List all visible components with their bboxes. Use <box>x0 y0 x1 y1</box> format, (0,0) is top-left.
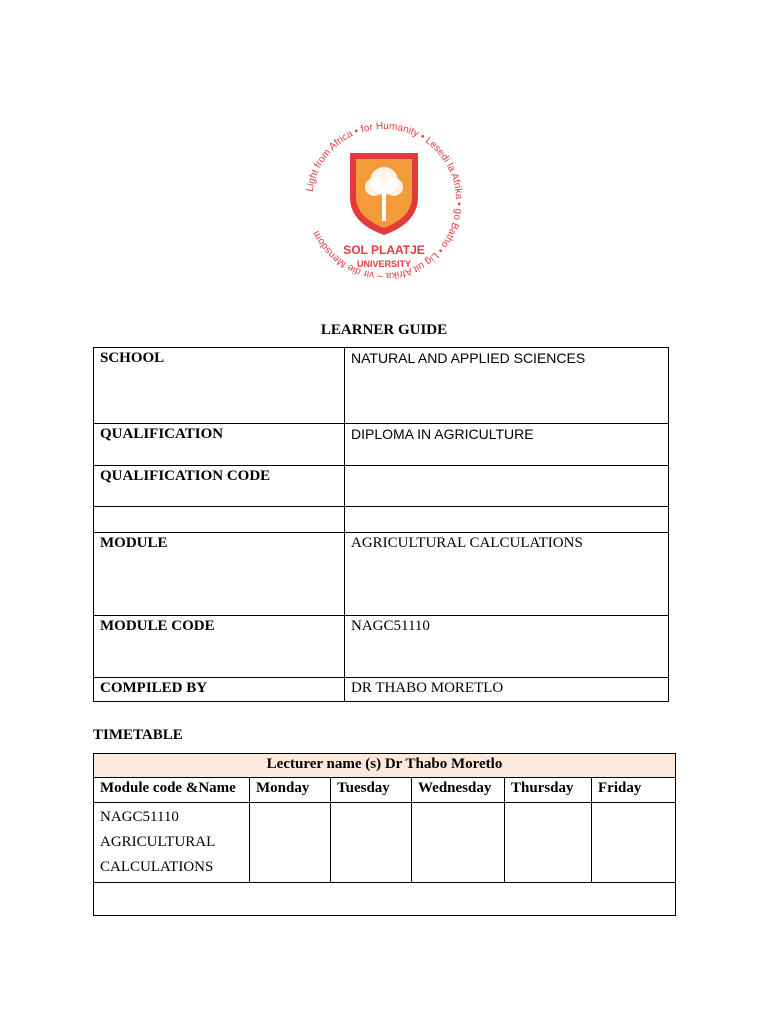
info-value <box>345 466 669 507</box>
info-label <box>94 507 345 533</box>
course-cell <box>94 803 250 883</box>
info-value: NATURAL AND APPLIED SCIENCES <box>345 348 669 424</box>
table-row <box>94 754 676 778</box>
timetable-cell <box>412 803 505 883</box>
table-row <box>94 424 669 466</box>
course-line: NAGC51110 <box>100 809 179 825</box>
info-value <box>345 507 669 533</box>
timetable-cell <box>250 803 331 883</box>
table-row <box>94 803 676 883</box>
info-label: MODULE <box>94 533 345 616</box>
logo-name-line2: UNIVERSITY <box>356 259 412 269</box>
column-header: Thursday <box>505 778 592 803</box>
info-value: NAGC51110 <box>345 616 669 678</box>
info-label: QUALIFICATION CODE <box>94 466 345 507</box>
info-value: AGRICULTURAL CALCULATIONS <box>345 533 669 616</box>
course-line: AGRICULTURAL <box>100 834 216 850</box>
course-line: CALCULATIONS <box>100 859 214 875</box>
logo-ring-text: Light from Africa • for Humanity • Lesedi la Afrika • go Batho • Lig uit Afrika ~ vir die Mensdom <box>304 120 465 282</box>
column-header: Tuesday <box>331 778 412 803</box>
info-table <box>93 347 669 702</box>
table-row <box>94 533 669 616</box>
timetable-table <box>93 753 676 916</box>
university-logo <box>288 111 480 291</box>
table-row <box>94 616 669 678</box>
info-label: SCHOOL <box>94 348 345 424</box>
logo-name-line1: SOL PLAATJE <box>343 243 425 257</box>
timetable-cell <box>94 883 676 916</box>
table-row <box>94 466 669 507</box>
table-row <box>94 678 669 702</box>
timetable-cell <box>331 803 412 883</box>
timetable-cell <box>505 803 592 883</box>
info-label: MODULE CODE <box>94 616 345 678</box>
table-row <box>94 778 676 803</box>
table-row <box>94 507 669 533</box>
column-header: Wednesday <box>412 778 505 803</box>
column-header: Module code &Name <box>94 778 250 803</box>
info-label: COMPILED BY <box>94 678 345 702</box>
lecturer-name: Lecturer name (s) Dr Thabo Moretlo <box>94 754 676 778</box>
table-row <box>94 348 669 424</box>
info-value: DIPLOMA IN AGRICULTURE <box>345 424 669 466</box>
timetable-heading: TIMETABLE <box>93 727 183 743</box>
info-label: QUALIFICATION <box>94 424 345 466</box>
table-row <box>94 883 676 916</box>
column-header: Friday <box>592 778 676 803</box>
document-title: LEARNER GUIDE <box>320 322 448 338</box>
column-header: Monday <box>250 778 331 803</box>
timetable-cell <box>592 803 676 883</box>
info-value: DR THABO MORETLO <box>345 678 669 702</box>
